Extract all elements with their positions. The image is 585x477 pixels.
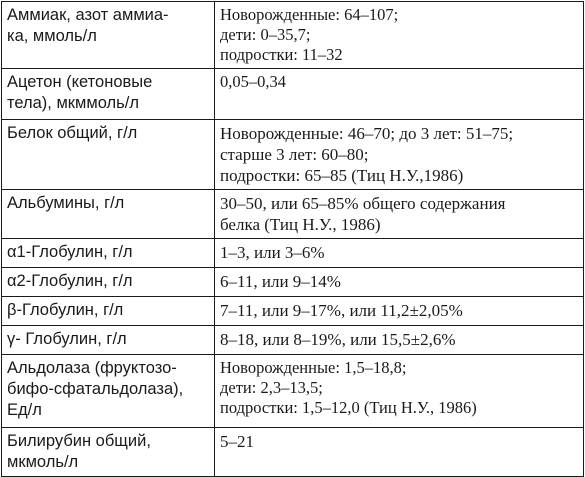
parameter-text: ка, ммоль/л <box>7 27 97 45</box>
value-text: 30–50, или 65–85% общего содержания <box>220 194 506 213</box>
table-row <box>2 239 584 268</box>
parameter-text: α2-Глобулин, г/л <box>7 272 133 290</box>
table-row <box>2 120 584 190</box>
value-text: подростки: 65–85 (Тиц Н.У.,1986) <box>220 166 464 185</box>
value-text: 8–18, или 8–19%, или 15,5±2,6% <box>220 330 456 349</box>
parameter-cell <box>2 69 215 120</box>
table-row <box>2 355 584 428</box>
value-text: Новорожденные: 46–70; до 3 лет: 51–75; <box>220 124 514 143</box>
parameter-cell <box>2 355 215 428</box>
table-row <box>2 297 584 326</box>
table-row <box>2 428 584 477</box>
parameter-cell <box>2 428 215 477</box>
table-row <box>2 2 584 69</box>
table-row <box>2 190 584 239</box>
value-text: 0,05–0,34 <box>220 72 286 91</box>
value-text: подростки: 1,5–12,0 (Тиц Н.У., 1986) <box>220 398 477 417</box>
reference-values-table <box>1 1 584 477</box>
table-row <box>2 69 584 120</box>
value-cell <box>215 297 584 326</box>
value-cell <box>215 239 584 268</box>
value-cell <box>215 190 584 239</box>
parameter-text: мкмоль/л <box>7 453 79 471</box>
parameter-text: Аммиак, азот аммиа- <box>7 6 169 24</box>
value-text: 6–11, или 9–14% <box>220 272 341 291</box>
value-text: дети: 0–35,7; <box>220 25 311 44</box>
parameter-text: Ед/л <box>7 401 42 419</box>
parameter-text: бифо-сфатальдолаза), <box>7 380 184 398</box>
parameter-cell <box>2 268 215 297</box>
value-text: белка (Тиц Н.У., 1986) <box>220 215 381 234</box>
parameter-text: Билирубин общий, <box>7 432 151 450</box>
parameter-text: α1-Глобулин, г/л <box>7 243 133 261</box>
value-cell <box>215 120 584 190</box>
parameter-text: β-Глобулин, г/л <box>7 301 124 319</box>
value-cell <box>215 326 584 355</box>
parameter-text: γ- Глобулин, г/л <box>7 330 127 348</box>
value-text: дети: 2,3–13,5; <box>220 378 323 397</box>
value-text: подростки: 11–32 <box>220 45 343 64</box>
parameter-text: тела), мкммоль/л <box>7 94 139 112</box>
value-text: Новорожденные: 64–107; <box>220 5 399 24</box>
parameter-cell <box>2 190 215 239</box>
value-text: 1–3, или 3–6% <box>220 243 325 262</box>
parameter-cell <box>2 297 215 326</box>
table-row <box>2 326 584 355</box>
parameter-cell <box>2 326 215 355</box>
value-cell <box>215 268 584 297</box>
value-cell <box>215 69 584 120</box>
value-text: 7–11, или 9–17%, или 11,2±2,05% <box>220 301 463 320</box>
value-text: старше 3 лет: 60–80; <box>220 145 369 164</box>
value-text: Новорожденные: 1,5–18,8; <box>220 358 407 377</box>
value-cell <box>215 355 584 428</box>
parameter-text: Белок общий, г/л <box>7 124 138 142</box>
parameter-text: Альдолаза (фруктозо- <box>7 359 177 377</box>
value-cell <box>215 2 584 69</box>
parameter-cell <box>2 239 215 268</box>
value-cell <box>215 428 584 477</box>
value-text: 5–21 <box>220 432 254 451</box>
parameter-text: Альбумины, г/л <box>7 194 125 212</box>
table-row <box>2 268 584 297</box>
parameter-cell <box>2 120 215 190</box>
parameter-cell <box>2 2 215 69</box>
parameter-text: Ацетон (кетоновые <box>7 73 153 91</box>
